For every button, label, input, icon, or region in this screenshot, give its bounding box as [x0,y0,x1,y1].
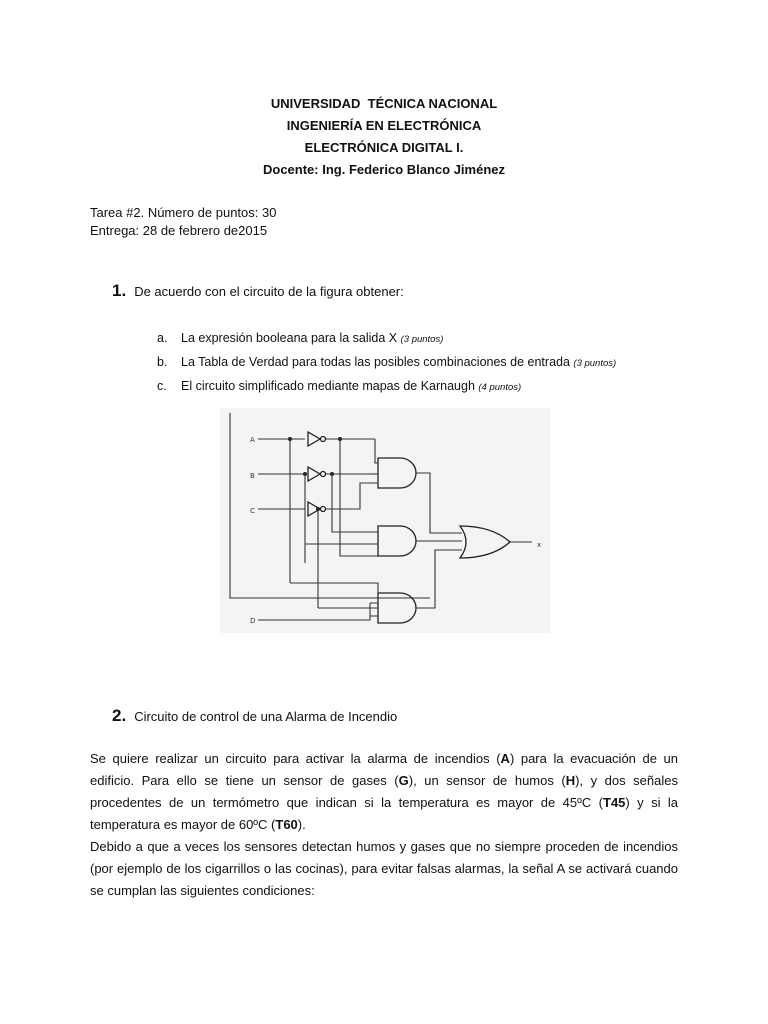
program-name: INGENIERÍA EN ELECTRÓNICA [286,118,482,133]
question-1-number: 1. [112,281,127,300]
signal-name: H [565,773,576,788]
item-letter: a. [157,331,168,345]
list-item [157,327,616,351]
question-1-text: De acuerdo con el circuito de la figura obtener: [134,284,404,299]
question-2-heading [112,706,397,726]
input-label-a: A [250,436,255,444]
item-points: (3 puntos) [400,334,444,345]
question-2-paragraph-1 [90,748,678,836]
question-2-paragraph-2: Debido a que a veces los sensores detectan humos y gases que no siempre proceden de incendios (por ejemplo de los cigarrillos o las cocinas), para evitar falsas alarmas, la señal A se activará cuando se cumplan las siguientes condiciones: [90,839,678,898]
item-letter: c. [157,379,167,393]
paragraph-text: ), un sensor de humos ( [408,773,566,788]
input-label-c: C [250,507,255,515]
item-points: (4 puntos) [478,382,522,393]
item-text: El circuito simplificado mediante mapas de Karnaugh [181,379,479,393]
question-2-number: 2. [112,706,127,725]
question-1-items [157,327,616,399]
paragraph-text: Se quiere realizar un circuito para activar la alarma de incendios ( [90,751,501,766]
assignment-meta [90,204,276,240]
list-item [157,351,616,375]
item-points: (3 puntos) [573,358,617,369]
logic-circuit-diagram [220,408,550,633]
output-label-x: x [537,541,542,549]
signal-name: T45 [603,795,626,810]
input-label-d: D [250,617,256,625]
question-1-heading [112,281,404,301]
paragraph-text: ). [297,817,306,832]
signal-name: G [398,773,409,788]
paragraph-text: ), y dos señales procedentes de un termómetro que indican si la temperatura es mayor de 45ºC ( [90,773,678,810]
item-text: La Tabla de Verdad para todas las posibles combinaciones de entrada [181,355,574,369]
paragraph-text: ) para la evacuación de un edificio. Para ello se tiene un sensor de gases ( [90,751,678,788]
signal-name: T60 [275,817,298,832]
paragraph-text: ) y si la temperatura es mayor de 60ºC ( [90,795,678,832]
scan-background [220,408,550,633]
input-label-b: B [250,472,255,480]
document-header [0,93,768,181]
assignment-title: Tarea #2. Número de puntos: 30 [90,205,277,220]
university-name: UNIVERSIDAD TÉCNICA NACIONAL [270,96,498,111]
teacher-name: Docente: Ing. Federico Blanco Jiménez [263,162,505,177]
signal-name: A [500,751,510,766]
item-text: La expresión booleana para la salida X [181,331,401,345]
question-2-text: Circuito de control de una Alarma de Incendio [134,709,398,724]
course-name: ELECTRÓNICA DIGITAL I. [304,140,464,155]
list-item [157,375,616,399]
due-date: Entrega: 28 de febrero de2015 [90,223,268,238]
item-letter: b. [157,355,168,369]
